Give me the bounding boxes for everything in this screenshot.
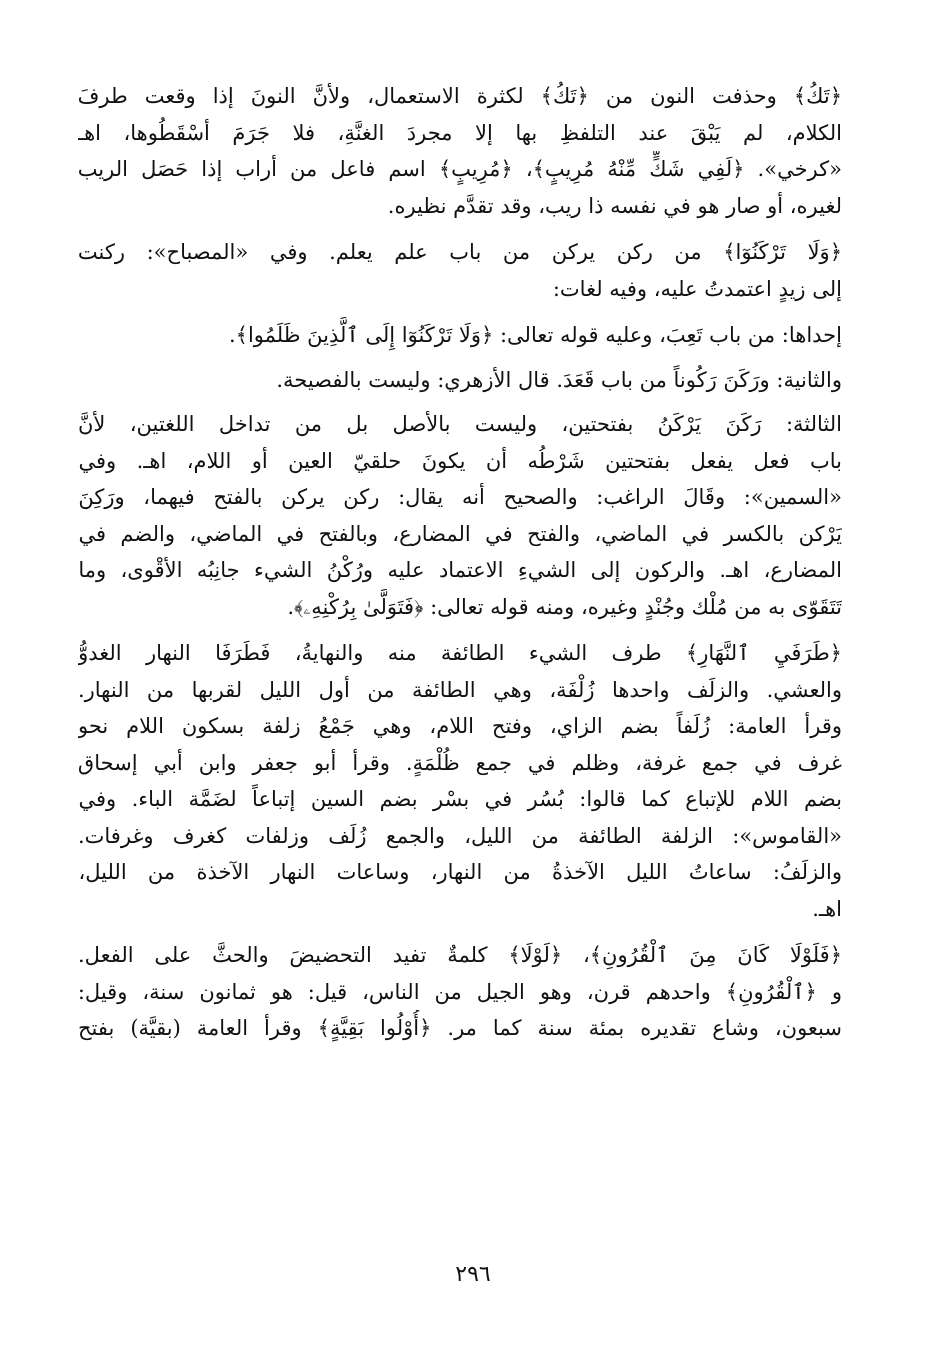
text-line: «كرخي». ﴿لَفِي شَكٍّ مِّنْهُ مُرِيبٍ﴾، ﴿مُرِيبٍ﴾ اسم فاعل من أراب إذا حَصَل الريب xyxy=(78,157,842,181)
text-line: اهـ. xyxy=(812,896,842,921)
text-line: غرف في جمع غرفة، وظلم في جمع ظُلْمَةٍ. وقرأ أبو جعفر وابن أبي إسحاق xyxy=(78,750,842,775)
text-line: المضارع، اهـ. والركون إلى الشيءِ الاعتماد عليه ورُكْنُ الشيء جانِبُه الأقْوى، وما xyxy=(78,558,842,582)
text-line: تَتَقَوّى به من مُلْك وجُنْدٍ وغيره، ومنه قوله تعالى: ﴿فَتَوَلَّىٰ بِرُكْنِهِۦ﴾. xyxy=(287,594,842,619)
paragraph xyxy=(78,234,842,307)
text-line: والثانية: ورَكَنَ رَكُوناً من باب قَعَدَ. قال الأزهري: وليست بالفصيحة. xyxy=(276,367,842,392)
text-line: الثالثة: رَكَنَ يَرْكَنُ بفتحتين، وليست بالأصل بل من تداخل اللغتين، لأنَّ xyxy=(78,412,842,436)
paragraph xyxy=(78,78,842,224)
text-line: ﴿تَكُ﴾ وحذفت النون من ﴿تَكُ﴾ لكثرة الاستعمال، ولأنَّ النونَ إذا وقعت طرفَ xyxy=(78,84,842,108)
page-number: ٢٩٦ xyxy=(455,1262,491,1287)
text-line: الكلام، لم يَبْقَ عند التلفظِ بها إلا مجردَ الغنَّةِ، فلا جَرَمَ أسْقَطُوها، اهـ xyxy=(78,120,842,145)
text-line: والعشي. والزلَف واحدها زُلْفَة، وهي الطائفة من أول الليل لقربها من النهار. xyxy=(78,677,842,702)
text-line: إلى زيدٍ اعتمدتُ عليه، وفيه لغات: xyxy=(552,276,842,301)
paragraph xyxy=(78,317,842,354)
text-line: والزلَفُ: ساعاتُ الليل الآخذةُ من النهار، وساعات النهار الآخذة من الليل، xyxy=(78,860,842,884)
paragraph xyxy=(78,937,842,1047)
paragraph xyxy=(78,406,842,625)
text-line: سبعون، وشاع تقديره بمئة سنة كما مر. ﴿أُوْلُوا بَقِيَّةٍ﴾ وقرأ العامة (بقيَّة) بفتح xyxy=(78,1016,842,1040)
text-line: ﴿فَلَوْلَا كَانَ مِنَ ٱلْقُرُونِ﴾، ﴿لَوْلَا﴾ كلمةٌ تفيد التحضيضَ والحثَّ على الفعل. xyxy=(78,943,842,967)
text-line: «السمين»: وقَالَ الراغب: والصحيح أنه يقال: ركن يركن بالفتح فيهما، ورَكِنَ xyxy=(78,485,842,509)
text-line: ﴿وَلَا تَرْكَنُوٓا﴾ من ركن يركن من باب علم يعلم. وفي «المصباح»: ركنت xyxy=(78,240,842,264)
text-line: يَرْكن بالكسر في الماضي، والفتح في المضارع، وبالفتح في الماضي، والضم في xyxy=(78,521,842,546)
text-line: ﴿طَرَفَيِ ٱلنَّهَارِ﴾ طرف الشيء الطائفة منه والنهايةُ، فَطَرَفَا النهار الغدوُّ xyxy=(78,641,842,665)
text-line: باب فعل يفعل بفتحتين شَرْطُه أن يكونَ حلقيّ العين أو اللام، اهـ. وفي xyxy=(78,448,842,473)
text-line: وقرأ العامة: زُلَفاً بضم الزاي، وفتح اللام، وهي جَمْعُ زلفة بسكون اللام نحو xyxy=(78,714,842,738)
text-line: و ﴿ٱلْقُرُونِ﴾ واحدهم قرن، وهو الجيل من الناس، قيل: هو ثمانون سنة، وقيل: xyxy=(78,979,842,1004)
paragraph xyxy=(78,362,842,399)
text-line: إحداها: من باب تَعِبَ، وعليه قوله تعالى: ﴿وَلَا تَرْكَنُوٓا إِلَى ٱلَّذِينَ ظَلَمُوا﴾. xyxy=(228,323,842,347)
text-line: لغيره، أو صار هو في نفسه ذا ريب، وقد تقدَّم نظيره. xyxy=(387,193,842,218)
text-line: بضم اللام للإتباع كما قالوا: بُسُر في بسْر بضم السين إتباعاً لضَمَّة الباء. وفي xyxy=(78,787,842,811)
page-body xyxy=(78,78,842,1057)
text-line: «القاموس»: الزلفة الطائفة من الليل، والجمع زُلَف وزلفات كغرف وغرفات. xyxy=(78,823,842,848)
paragraph xyxy=(78,635,842,927)
